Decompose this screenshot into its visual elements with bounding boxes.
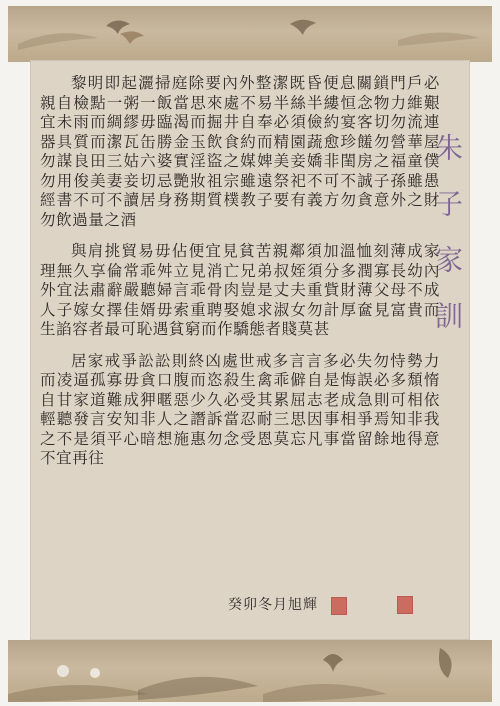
flowers-painting	[8, 640, 492, 702]
page-title: 朱子家訓	[431, 133, 464, 357]
paragraph-2: 與肩挑貿易毋佔便宜見貧苦親鄰須加溫恤刻薄成家理無久享倫常乖舛立見消亡兄弟叔姪須分多潤寡長幼內外宜法肅辭嚴聽婦言乖骨肉豈是丈夫重貲財薄父母不成人子嫁女擇佳婿毋索重聘娶媳求淑女勿計厚奩見富貴而生諂容者最可恥遇貧窮而作驕態者賤莫甚	[40, 242, 440, 338]
paragraph-1: 黎明即起灑掃庭除要內外整潔既昏便息關鎖門戶必親自檢點一粥一飯當思來處不易半絲半縷恒念物力維艱宜未雨而綢繆毋臨渴而掘井自奉必須儉約宴客切勿流連器具質而潔瓦缶勝金玉飲食約而精園蔬愈珍饈勿營華屋勿謀良田三姑六婆實淫盜之媒婢美妾嬌非閨房之福童僕勿用俊美妻妾切忌艷妝祖宗雖遠祭祀不可不誠子孫雖愚經書不可不讀居身務期質樸教子要有義方勿貪意外之財勿飲過量之酒	[40, 74, 440, 229]
signature: 癸卯冬月旭輝	[228, 597, 318, 613]
body-text	[40, 74, 440, 481]
birds-painting	[8, 6, 492, 62]
bottom-painting-band	[8, 640, 492, 702]
seal-stamp-b	[397, 596, 413, 614]
paragraph-3: 居家戒爭訟訟則終凶處世戒多言言多必失勿恃勢力而凌逼孤寡毋貪口腹而恣殺生禽乖僻自是悔誤必多頹惰自甘家道難成狎暱惡少久必受其累屈志老成急則可相依輕聽發言安知非人之譖訴當忍耐三思因事相爭焉知非我之不是須平心暗想施惠勿念受恩莫忘凡事當留餘地得意不宜再往	[40, 351, 440, 467]
top-painting-band	[8, 6, 492, 62]
seal-stamp-a	[331, 597, 347, 615]
